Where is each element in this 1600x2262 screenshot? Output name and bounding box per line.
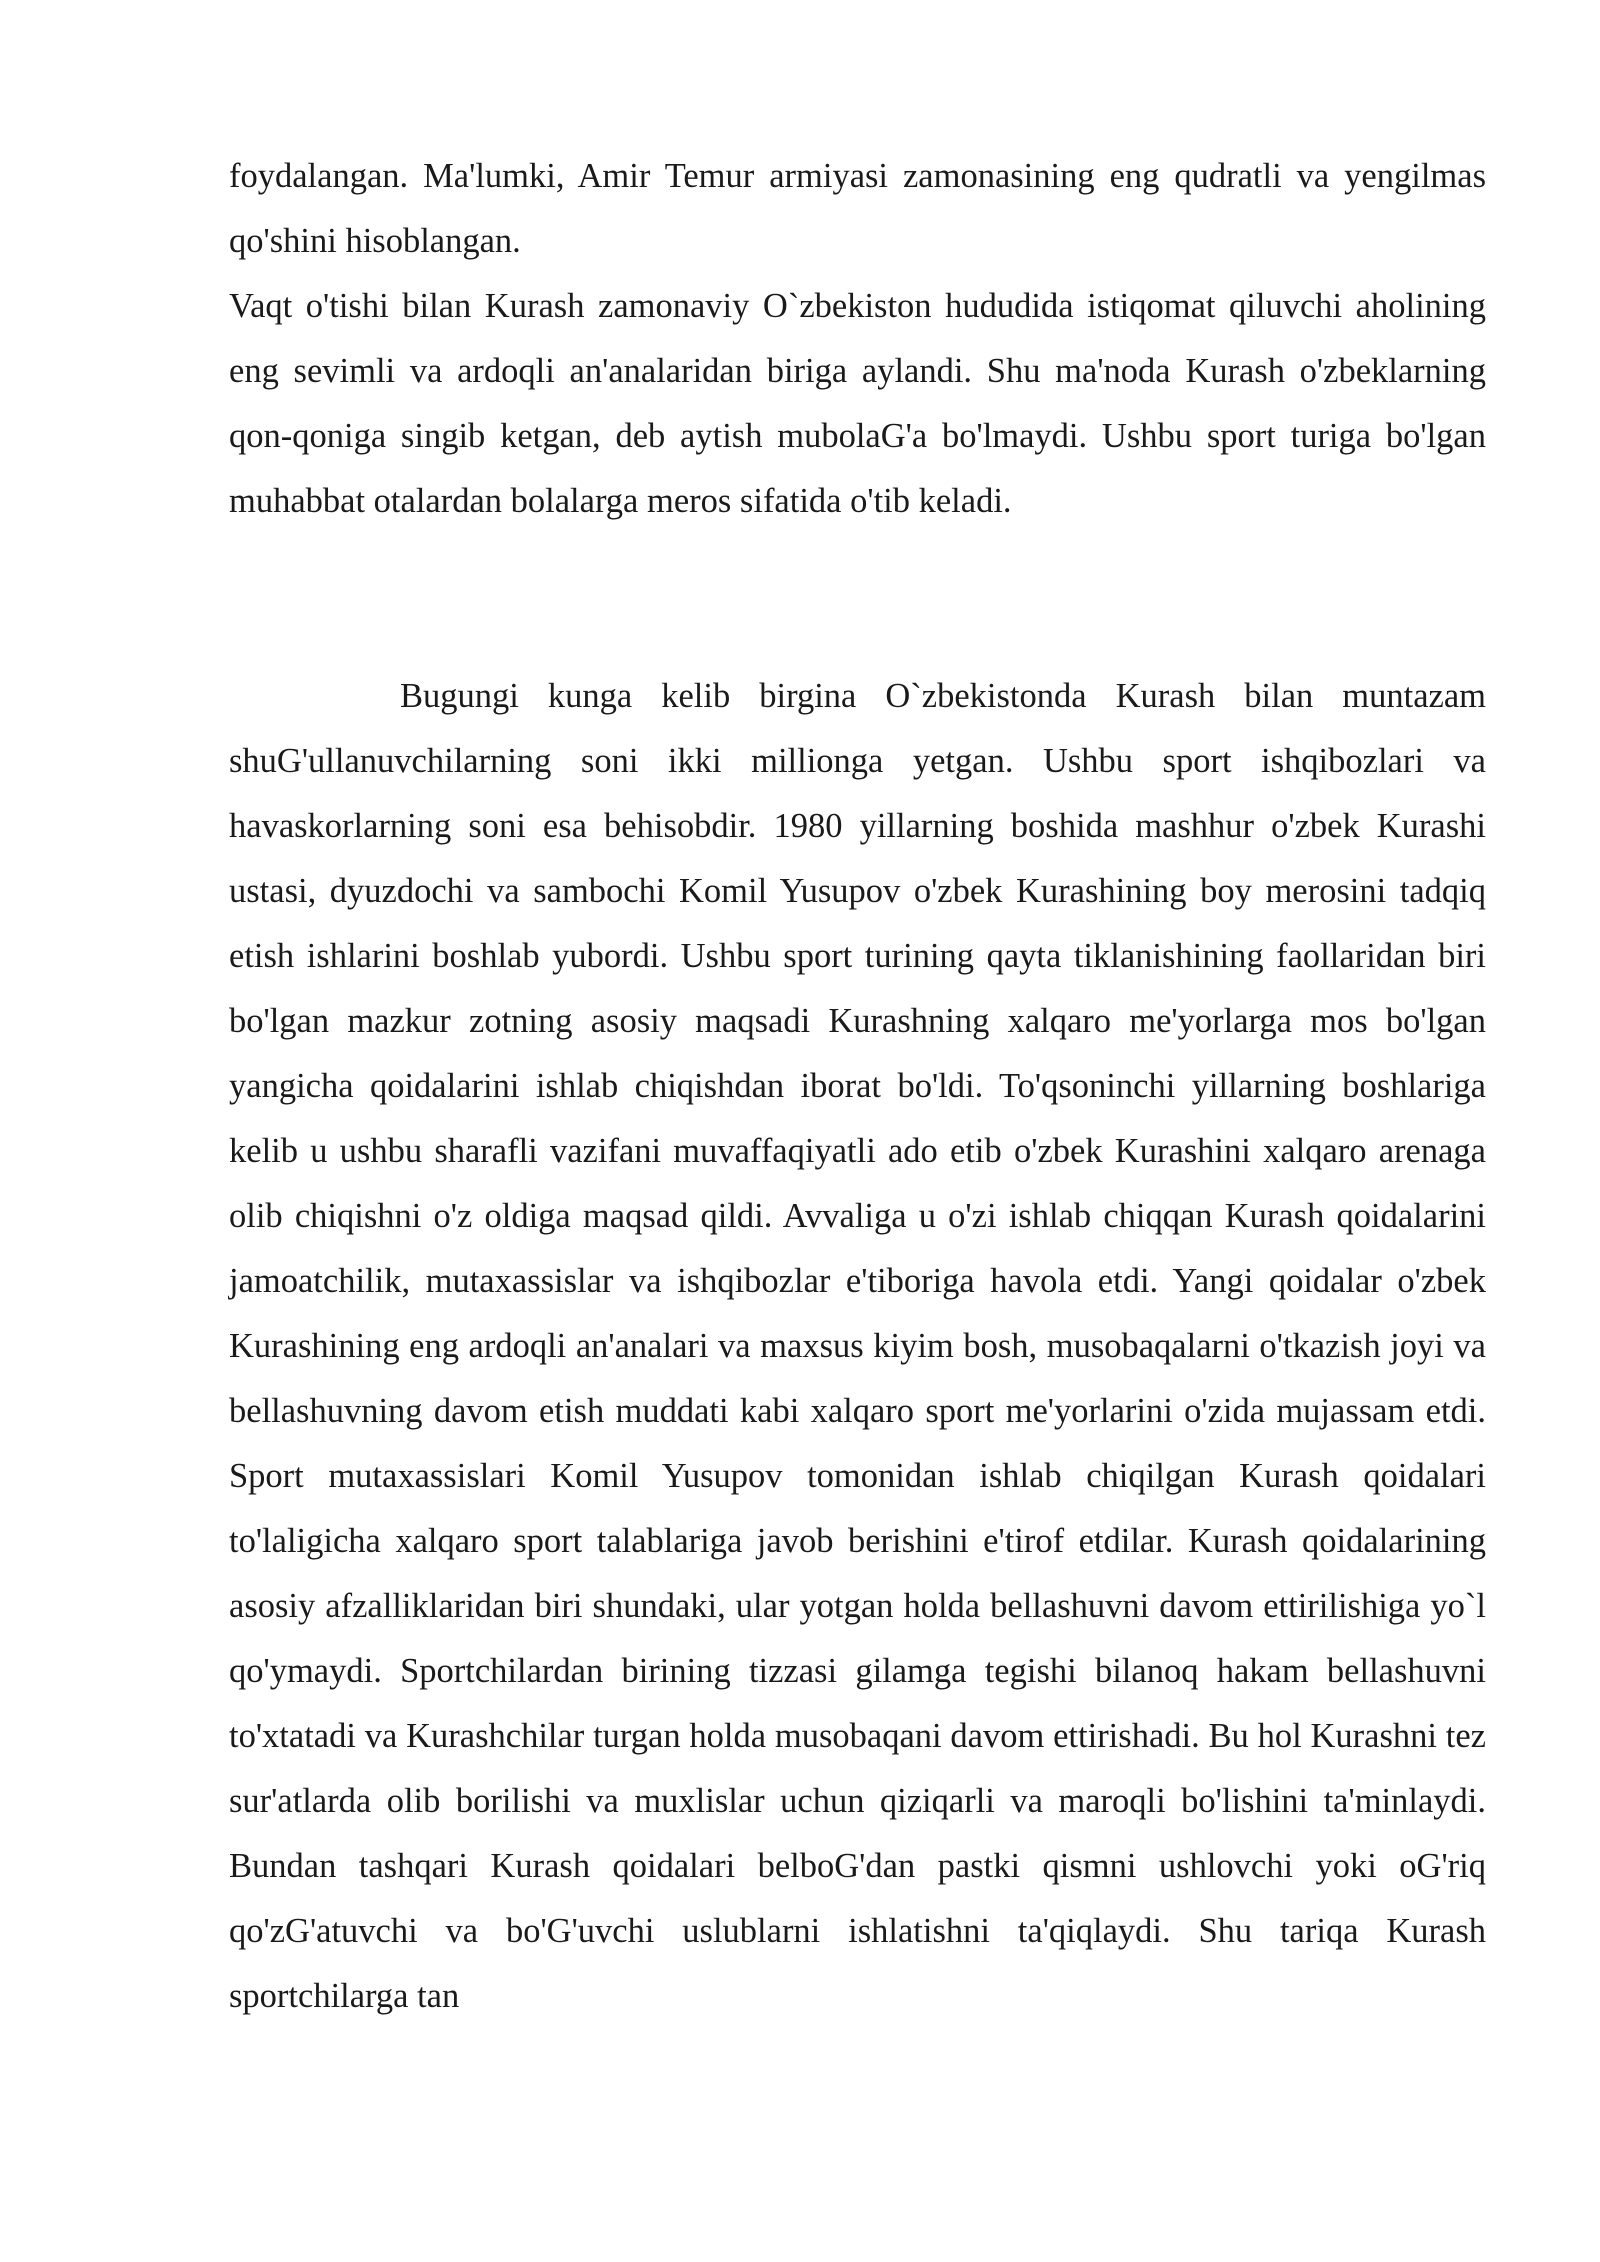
paragraph: Bugungi kunga kelib birgina O`zbekistonda Kurash bilan muntazam shuG'ullanuvchilarning soni ikki millionga yetgan. Ushbu sport ishqibozlari va havaskorlarning soni esa behisobdir. 1980 yillarning boshida mashhur o'zbek Kurashi ustasi, dyuzdochi va sambochi Komil Yusupov o'zbek Kurashining boy merosini tadqiq etish ishlarini boshlab yubordi. Ushbu sport turining qayta tiklanishining faollaridan biri bo'lgan mazkur zotning asosiy maqsadi Kurashning xalqaro me'yorlarga mos bo'lgan yangicha qoidalarini ishlab chiqishdan iborat bo'ldi. To'qsoninchi yillarning boshlariga kelib u ushbu sharafli vazifani muvaffaqiyatli ado etib o'zbek Kurashini xalqaro arenaga olib chiqishni o'z oldiga maqsad qildi. Avvaliga u o'zi ishlab chiqqan Kurash qoidalarini jamoatchilik, mutaxassislar va ishqibozlar e'tiboriga havola etdi. Yangi qoidalar o'zbek Kurashining eng ardoqli an'analari va maxsus kiyim bosh, musobaqalarni o'tkazish joyi va bellashuvning davom etish muddati kabi xalqaro sport me'yorlarini o'zida mujassam etdi. Sport mutaxassislari Komil Yusupov tomonidan ishlab chiqilgan Kurash qoidalari to'laligicha xalqaro sport talablariga javob berishini e'tirof etdilar. Kurash qoidalarining asosiy afzalliklaridan biri shundaki, ular yotgan holda bellashuvni davom ettirilishiga yo`l qo'ymaydi. Sportchilardan birining tizzasi gilamga tegishi bilanoq hakam bellashuvni to'xtatadi va Kurashchilar turgan holda musobaqani davom ettirishadi. Bu hol Kurashni tez sur'atlarda olib borilishi va muxlislar uchun qiziqarli va maroqli bo'lishini ta'minlaydi. Bundan tashqari Kurash qoidalari belboG'dan pastki qismni ushlovchi yoki oG'riq qo'zG'atuvchi va bo'G'uvchi uslublarni ishlatishni ta'qiqlaydi. Shu tariqa Kurash sportchilarga tan	[229, 677, 1486, 2015]
text-block-main	[229, 664, 1486, 2029]
text-block-top	[229, 144, 1486, 534]
paragraph: Vaqt o'tishi bilan Kurash zamonaviy O`zbekiston hududida istiqomat qiluvchi aholining eng sevimli va ardoqli an'analaridan biriga aylandi. Shu ma'noda Kurash o'zbeklarning qon-qoniga singib ketgan, deb aytish mubolaG'a bo'lmaydi. Ushbu sport turiga bo'lgan muhabbat otalardan bolalarga meros sifatida o'tib keladi.	[229, 287, 1486, 520]
paragraph: foydalangan. Ma'lumki, Amir Temur armiyasi zamonasining eng qudratli va yengilmas qo'shini hisoblangan.	[229, 157, 1486, 260]
